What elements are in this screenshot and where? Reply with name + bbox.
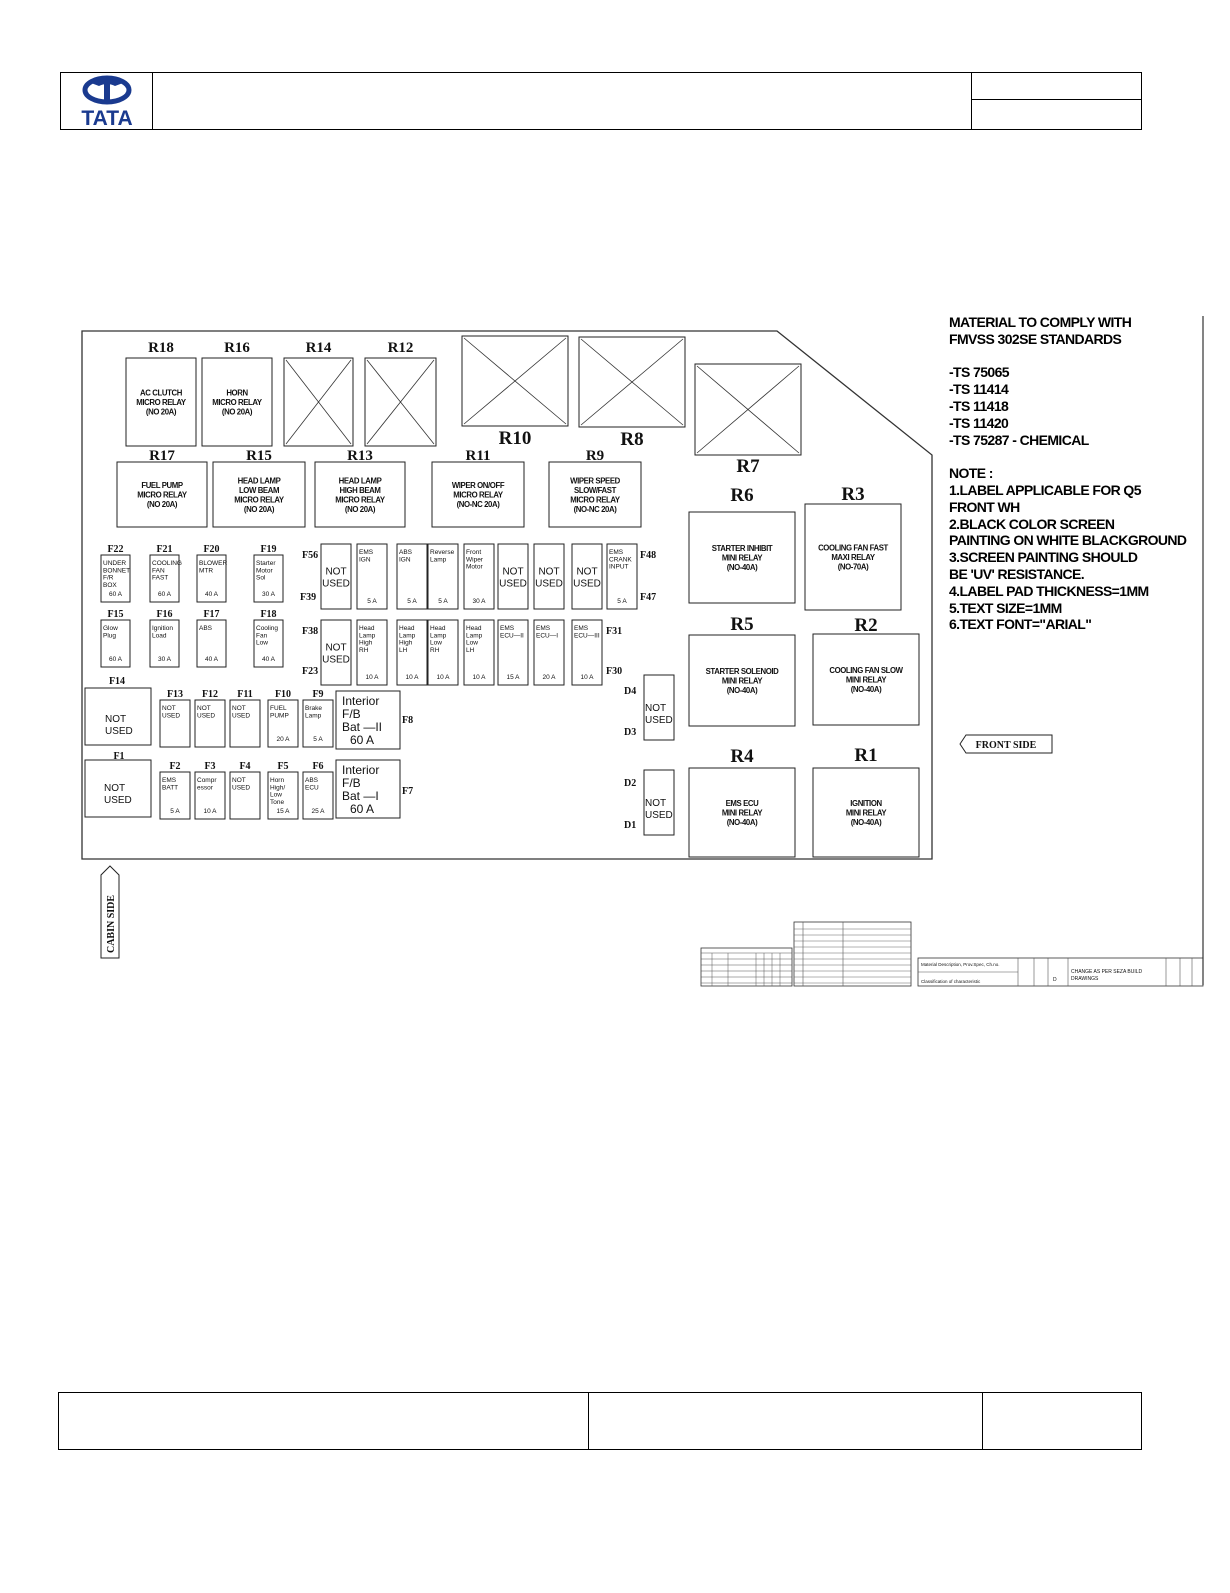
note-line: NOTE : bbox=[949, 465, 993, 482]
relay-label: (NO-40A) bbox=[726, 818, 758, 827]
relay-label: MINI RELAY bbox=[721, 553, 763, 563]
note-line: PAINTING ON WHITE BLACKGROUND bbox=[949, 532, 1187, 549]
fuse-label: USED bbox=[162, 712, 181, 720]
fuse-label: EMS bbox=[609, 549, 624, 556]
fuse-label: BLOWER bbox=[199, 560, 228, 567]
fuse-id: F13 bbox=[166, 689, 184, 700]
fuse-label: Motor bbox=[256, 567, 273, 575]
relay-label: COOLING FAN FAST bbox=[818, 543, 888, 553]
fuse-label: Head bbox=[466, 625, 482, 632]
fuse-label: USED bbox=[104, 795, 132, 806]
fuse-label: NOT bbox=[197, 705, 211, 712]
fuse-label: Front bbox=[466, 549, 482, 556]
relay-label: MINI RELAY bbox=[845, 808, 887, 818]
fuse-id: F3 bbox=[204, 761, 216, 772]
fuse-id: F4 bbox=[239, 761, 251, 772]
fuse-id: F17 bbox=[203, 609, 220, 620]
fuse-label: Brake bbox=[305, 705, 322, 712]
note-line: BE 'UV' RESISTANCE. bbox=[949, 565, 1085, 582]
symbol-table bbox=[794, 922, 911, 986]
fuse-label: High/ bbox=[270, 784, 286, 792]
title-block-rev: D bbox=[1053, 977, 1057, 983]
relay-label: HIGH BEAM bbox=[339, 485, 381, 495]
fuse-label: USED bbox=[232, 784, 251, 792]
note-line: -TS 11418 bbox=[949, 397, 1009, 414]
fuse-label: Fan bbox=[256, 632, 268, 640]
fuse-label: ECU bbox=[305, 784, 319, 792]
footer-left-cell bbox=[58, 1392, 589, 1450]
fuse-label: F/B bbox=[342, 707, 361, 721]
fuse-label: INPUT bbox=[609, 563, 629, 571]
relay-label: STARTER INHIBIT bbox=[711, 544, 773, 553]
relay-label: MICRO RELAY bbox=[335, 495, 385, 505]
relay-label: (NO-40A) bbox=[726, 686, 758, 695]
fuse-amp: 40 A bbox=[261, 656, 276, 663]
fuse-amp: 15 A bbox=[276, 808, 290, 815]
fuse-amp: 10 A bbox=[472, 674, 486, 681]
fuse-amp: 40 A bbox=[204, 656, 219, 663]
fuse-label: ABS bbox=[199, 625, 213, 632]
fuse-label: NOT bbox=[232, 705, 246, 712]
relay-id: R8 bbox=[620, 429, 644, 450]
fuse-label: FUEL bbox=[270, 705, 287, 712]
fuse-label: Interior bbox=[342, 694, 380, 708]
revision-table bbox=[701, 948, 792, 986]
fuse-label: BATT bbox=[162, 784, 179, 792]
fuse-tag: F39 bbox=[300, 592, 317, 603]
relay-id: R17 bbox=[149, 448, 175, 464]
fuse-tag: F47 bbox=[640, 592, 657, 603]
fuse-id: F9 bbox=[312, 689, 324, 700]
fuse-id: F12 bbox=[201, 689, 219, 700]
brand-name: TATA bbox=[81, 107, 133, 129]
diode-label: USED bbox=[645, 810, 673, 821]
relay-label: (NO 20A) bbox=[145, 407, 177, 417]
fuse-tag: F30 bbox=[606, 666, 623, 677]
fuse-amp: 10 A bbox=[203, 808, 217, 815]
fuse-label: Compr bbox=[197, 777, 217, 784]
note-line: 5.TEXT SIZE=1MM bbox=[949, 599, 1062, 616]
fuse-label: EMS bbox=[574, 625, 589, 632]
fuse-label: ABS bbox=[305, 777, 319, 784]
fuse-label: BONNET bbox=[103, 567, 131, 575]
fuse-label: ECU—I bbox=[536, 632, 559, 640]
note-line: FMVSS 302SE STANDARDS bbox=[949, 330, 1122, 347]
fuse-label: NOT bbox=[232, 777, 246, 784]
diode-label: USED bbox=[645, 715, 673, 726]
fuse-label: Head bbox=[399, 625, 415, 632]
fuse-amp: 5 A bbox=[170, 808, 180, 815]
relay-label: MAXI RELAY bbox=[831, 553, 875, 562]
fuse-label: NOT bbox=[576, 566, 598, 578]
fuse-label: IGN bbox=[399, 556, 411, 564]
relay-label: LOW BEAM bbox=[238, 485, 280, 495]
fuse-label: Reverse bbox=[430, 549, 455, 556]
fuse-label: USED bbox=[197, 712, 216, 720]
fuse-label: Lamp bbox=[430, 632, 447, 640]
fuse-label: USED bbox=[322, 654, 350, 666]
fuse-label: LH bbox=[466, 646, 475, 654]
relay-label: (NO-40A) bbox=[726, 563, 758, 572]
relay-id: R4 bbox=[730, 746, 754, 767]
fuse-tag: F56 bbox=[302, 550, 319, 561]
fuse-amp: 5 A bbox=[617, 598, 627, 605]
fuse-label: USED bbox=[105, 726, 133, 737]
fuse-label: Glow bbox=[103, 625, 118, 632]
fuse-id: F6 bbox=[312, 761, 324, 772]
fuse-id: F10 bbox=[274, 689, 292, 700]
note-line: -TS 11420 bbox=[949, 414, 1009, 431]
fuse-label: Low bbox=[256, 639, 268, 647]
fuse-label: USED bbox=[535, 578, 563, 590]
relay-id: R13 bbox=[347, 448, 373, 464]
fuse-amp: 40 A bbox=[204, 591, 219, 598]
relay-id: R1 bbox=[854, 745, 878, 766]
fuse-id: F20 bbox=[203, 544, 220, 555]
relay-label: (NO 20A) bbox=[344, 504, 376, 514]
fuse-tag: F48 bbox=[640, 550, 657, 561]
relay-id: R5 bbox=[730, 614, 754, 635]
diode-label: NOT bbox=[645, 703, 667, 714]
fuse-label: Ignition bbox=[152, 625, 173, 632]
fuse-id: F1 bbox=[113, 751, 125, 762]
note-line bbox=[949, 448, 1219, 465]
fuse-label: UNDER bbox=[103, 560, 127, 567]
fuse-id: F8 bbox=[402, 715, 414, 726]
relay-label: (NO-70A) bbox=[837, 562, 869, 572]
fuse-label: Horn bbox=[270, 777, 285, 784]
relay-label: HEAD LAMP bbox=[338, 476, 382, 486]
fuse-amp: 60 A bbox=[350, 802, 375, 816]
fuse-label: Starter bbox=[256, 560, 276, 567]
relay-id: R11 bbox=[465, 448, 491, 464]
relay-label: MICRO RELAY bbox=[453, 490, 503, 500]
fuse-id: F7 bbox=[402, 786, 414, 797]
relay-label: (NO-40A) bbox=[850, 685, 882, 694]
relay-id: R18 bbox=[148, 340, 174, 356]
fuse-label: Load bbox=[152, 632, 167, 640]
title-block-class: Classification of characteristic bbox=[921, 979, 981, 984]
fuse-label: PUMP bbox=[270, 712, 289, 720]
relay-id: R6 bbox=[730, 485, 754, 506]
diode-label: NOT bbox=[645, 798, 667, 809]
fuse-label: NOT bbox=[325, 642, 347, 654]
fuse-label: Interior bbox=[342, 763, 380, 777]
fuse-id: F18 bbox=[260, 609, 277, 620]
relay-label: MICRO RELAY bbox=[234, 495, 284, 505]
cabin-side-label: CABIN SIDE bbox=[106, 894, 117, 954]
fuse-label: Lamp bbox=[359, 632, 376, 640]
title-block-change: CHANGE AS PER SEZA BUILD bbox=[1071, 969, 1143, 975]
fuse-amp: 60 A bbox=[108, 591, 123, 598]
relay-label: MICRO RELAY bbox=[137, 490, 187, 500]
fuse-label: IGN bbox=[359, 556, 371, 564]
fuse-label: Low bbox=[270, 791, 282, 799]
front-side-label: FRONT SIDE bbox=[975, 740, 1037, 751]
fuse-tag: F31 bbox=[606, 626, 623, 637]
fuse-id: F2 bbox=[169, 761, 181, 772]
fuse-amp: 5 A bbox=[313, 736, 323, 743]
note-line: -TS 11414 bbox=[949, 381, 1009, 398]
note-line: 2.BLACK COLOR SCREEN bbox=[949, 515, 1115, 532]
fuse-amp: 10 A bbox=[436, 674, 450, 681]
relay-label: MICRO RELAY bbox=[136, 398, 186, 407]
fuse-label: EMS bbox=[536, 625, 551, 632]
fuse-label: ECU—III bbox=[574, 632, 600, 640]
note-line: 4.LABEL PAD THICKNESS=1MM bbox=[949, 582, 1149, 599]
relay-id: R14 bbox=[305, 340, 332, 356]
note-line: FRONT WH bbox=[949, 498, 1020, 515]
relay-label: FUEL PUMP bbox=[141, 481, 183, 490]
relay-label: MICRO RELAY bbox=[212, 398, 262, 407]
note-line bbox=[949, 348, 1219, 365]
diode-id: D4 bbox=[624, 686, 637, 697]
relay-label: (NO-40A) bbox=[850, 818, 882, 827]
notes-block bbox=[949, 314, 1219, 633]
fuse-label: Motor bbox=[466, 563, 483, 571]
fuse-label: LH bbox=[399, 646, 408, 654]
fuse-amp: 10 A bbox=[405, 674, 419, 681]
fuse-label: NOT bbox=[162, 705, 176, 712]
relay-label: WIPER ON/OFF bbox=[451, 481, 505, 490]
footer-block bbox=[58, 1392, 1142, 1450]
fuse-label: FAN bbox=[152, 567, 165, 575]
relay-label: (NO-NC 20A) bbox=[456, 500, 500, 509]
fuse-amp: 60 A bbox=[108, 656, 123, 663]
fuse-tag: F38 bbox=[302, 626, 319, 637]
relay-label: AC CLUTCH bbox=[140, 388, 182, 398]
fuse-tag: F23 bbox=[302, 666, 319, 677]
relay-label: IGNITION bbox=[850, 799, 882, 808]
fuse-label: Sol bbox=[256, 574, 266, 582]
fuse-label: Lamp bbox=[430, 556, 447, 564]
fuse-label: Plug bbox=[103, 632, 117, 640]
fuse-id: F11 bbox=[237, 689, 253, 700]
fuse-label: Bat —I bbox=[342, 789, 379, 803]
fuse-label: Bat —II bbox=[342, 720, 383, 734]
relay-id: R16 bbox=[224, 340, 250, 356]
title-block-change: DRAWINGS bbox=[1071, 976, 1099, 982]
fuse-label: ECU—II bbox=[500, 632, 524, 640]
fuse-label: ABS bbox=[399, 549, 413, 556]
title-block bbox=[701, 922, 1203, 986]
footer-right-cell bbox=[982, 1392, 1142, 1450]
fuse-label: Wiper bbox=[466, 556, 483, 564]
fuse-label: Cooling bbox=[256, 625, 279, 632]
fuse-label: NOT bbox=[104, 783, 126, 794]
relay-label: MINI RELAY bbox=[845, 675, 887, 685]
relay-label: COOLING FAN SLOW bbox=[829, 666, 903, 675]
note-line: -TS 75287 - CHEMICAL bbox=[949, 431, 1089, 448]
fuse-label: USED bbox=[232, 712, 251, 720]
fuse-amp: 30 A bbox=[472, 598, 486, 605]
fuse-label: CRANK bbox=[609, 556, 632, 564]
relay-label: WIPER SPEED bbox=[570, 476, 620, 486]
fuse-label: EMS bbox=[359, 549, 374, 556]
fuse-id: F16 bbox=[156, 609, 173, 620]
relay-label: MINI RELAY bbox=[721, 676, 763, 686]
fuse-label: High bbox=[359, 639, 373, 647]
fuse-label: Lamp bbox=[466, 632, 483, 640]
fuse-amp: 15 A bbox=[506, 674, 520, 681]
fuse-label: NOT bbox=[325, 566, 347, 578]
note-line: MATERIAL TO COMPLY WITH bbox=[949, 314, 1132, 330]
fuse-id: F14 bbox=[108, 676, 126, 687]
fuse-amp: 20 A bbox=[276, 736, 290, 743]
relay-id: R15 bbox=[246, 448, 272, 464]
fuse-label: EMS bbox=[162, 777, 177, 784]
relay-label: MICRO RELAY bbox=[570, 495, 620, 505]
fuse-label: Tone bbox=[270, 798, 285, 806]
footer-middle-cell bbox=[589, 1392, 982, 1450]
relay-label: (NO-NC 20A) bbox=[573, 504, 617, 514]
relay-label: EMS ECU bbox=[725, 799, 759, 808]
note-line: 6.TEXT FONT="ARIAL" bbox=[949, 616, 1092, 633]
fuse-id: F5 bbox=[277, 761, 289, 772]
fuse-amp: 20 A bbox=[542, 674, 556, 681]
fuse-amp: 60 A bbox=[157, 591, 172, 598]
title-block-material: Material Description, Prov.Spec, Ch.no. bbox=[921, 962, 1000, 967]
note-line: 3.SCREEN PAINTING SHOULD bbox=[949, 549, 1138, 566]
fuse-amp: 60 A bbox=[350, 733, 375, 747]
relay-label: HORN bbox=[226, 388, 248, 398]
fuse-label: Lamp bbox=[399, 632, 416, 640]
fuse-label: High bbox=[399, 639, 413, 647]
relay-id: R9 bbox=[585, 448, 605, 464]
relay-label: (NO 20A) bbox=[146, 500, 178, 509]
relay-label: SLOW/FAST bbox=[574, 485, 616, 495]
fuse-label: USED bbox=[573, 578, 601, 590]
relay-label: (NO 20A) bbox=[221, 407, 253, 417]
fuse-label: NOT bbox=[105, 714, 127, 725]
note-line: -TS 75065 bbox=[949, 364, 1009, 381]
fuse-id: F22 bbox=[107, 544, 124, 555]
fuse-amp: 10 A bbox=[580, 674, 594, 681]
fuse-label: F/B bbox=[342, 776, 361, 790]
relay-label: MINI RELAY bbox=[721, 808, 763, 818]
fuse-amp: 30 A bbox=[157, 656, 172, 663]
fuse-id: F21 bbox=[156, 544, 173, 555]
diode-id: D3 bbox=[624, 727, 637, 738]
fuse-label: FAST bbox=[152, 574, 169, 582]
fuse-id: F19 bbox=[260, 544, 277, 555]
fuse-label: RH bbox=[430, 646, 440, 654]
note-line: 1.LABEL APPLICABLE FOR Q5 bbox=[949, 481, 1141, 498]
relay-id: R2 bbox=[854, 615, 878, 636]
fuse-amp: 10 A bbox=[365, 674, 379, 681]
fuse-label: Low bbox=[466, 639, 478, 647]
fuse-amp: 5 A bbox=[407, 598, 417, 605]
fuse-id: F15 bbox=[107, 609, 124, 620]
fuse-label: Low bbox=[430, 639, 442, 647]
fuse-amp: 25 A bbox=[311, 808, 325, 815]
relay-id: R10 bbox=[498, 428, 532, 449]
fuse-label: Head bbox=[359, 625, 375, 632]
relay-label: STARTER SOLENOID bbox=[705, 667, 779, 676]
fuse-label: USED bbox=[499, 578, 527, 590]
relay-id: R3 bbox=[841, 484, 865, 505]
relay-label: HEAD LAMP bbox=[237, 476, 281, 486]
fuse-label: MTR bbox=[199, 567, 214, 575]
relay-id: R12 bbox=[387, 340, 414, 356]
diode-id: D1 bbox=[624, 820, 637, 831]
fuse-amp: 5 A bbox=[438, 598, 448, 605]
fuse-amp: 5 A bbox=[367, 598, 377, 605]
fuse-label: COOLING bbox=[152, 560, 182, 567]
diode-id: D2 bbox=[624, 778, 637, 789]
fuse-label: USED bbox=[322, 578, 350, 590]
fuse-label: RH bbox=[359, 646, 369, 654]
fuse-label: Lamp bbox=[305, 712, 322, 720]
relay-label: (NO 20A) bbox=[243, 504, 275, 514]
fuse-label: BOX bbox=[103, 581, 117, 589]
fuse-label: F/R bbox=[103, 574, 114, 582]
fuse-label: NOT bbox=[502, 566, 524, 578]
relay-id: R7 bbox=[736, 456, 760, 477]
fuse-amp: 30 A bbox=[261, 591, 276, 598]
fuse-label: essor bbox=[197, 784, 213, 792]
fuse-label: NOT bbox=[538, 566, 560, 578]
fuse-label: EMS bbox=[500, 625, 515, 632]
fuse-label: Head bbox=[430, 625, 446, 632]
